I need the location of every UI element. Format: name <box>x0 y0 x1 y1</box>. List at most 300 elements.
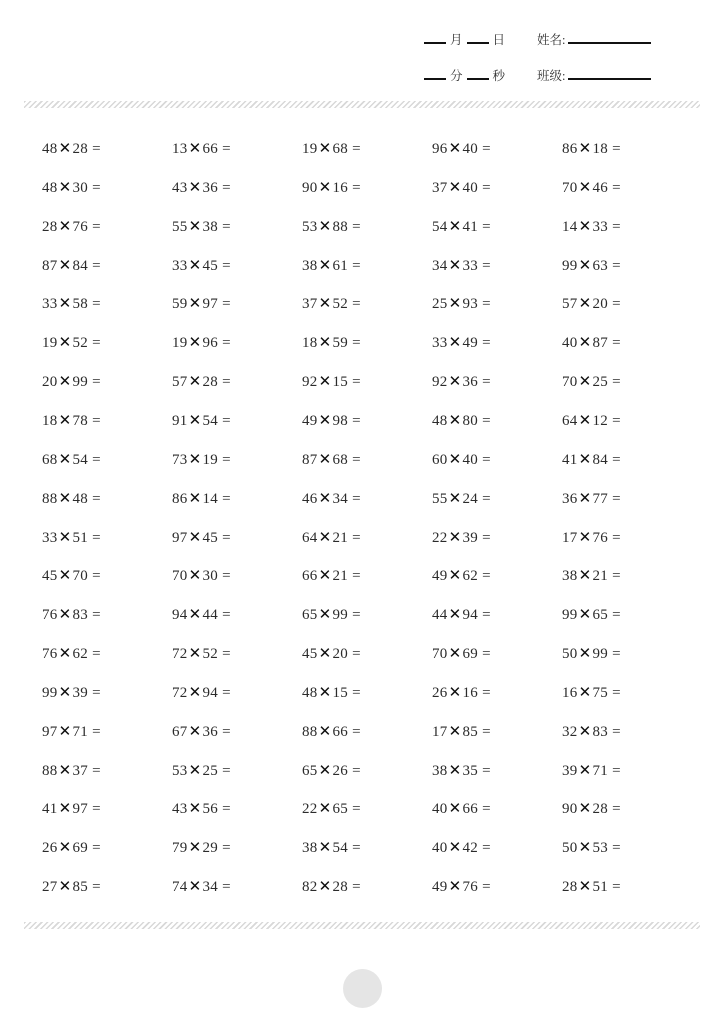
times-icon: ✕ <box>448 682 462 701</box>
operand-a: 72 <box>172 684 188 701</box>
equals-sign: = <box>482 179 491 196</box>
times-icon: ✕ <box>318 410 332 429</box>
times-icon: ✕ <box>58 139 72 157</box>
operand-a: 19 <box>172 335 188 352</box>
multiplication-problem <box>432 832 491 863</box>
times-icon: ✕ <box>578 216 592 235</box>
equals-sign: = <box>482 529 491 546</box>
operand-b: 70 <box>72 568 89 585</box>
operand-a: 13 <box>172 141 188 157</box>
operand-a: 16 <box>562 684 578 701</box>
multiplication-problem <box>42 793 101 824</box>
operand-b: 97 <box>72 801 89 818</box>
equals-sign: = <box>352 762 361 779</box>
equals-sign: = <box>92 412 101 429</box>
problem-row <box>42 522 702 552</box>
multiplication-problem <box>562 133 621 164</box>
operand-b: 41 <box>462 218 479 235</box>
operand-b: 59 <box>332 335 349 352</box>
times-icon: ✕ <box>58 333 72 352</box>
equals-sign: = <box>352 374 361 391</box>
equals-sign: = <box>482 490 491 507</box>
equals-sign: = <box>612 257 621 274</box>
multiplication-problem <box>302 522 361 553</box>
equals-sign: = <box>92 141 101 157</box>
operand-a: 70 <box>432 646 448 663</box>
equals-sign: = <box>352 801 361 818</box>
operand-b: 25 <box>592 374 609 391</box>
equals-sign: = <box>612 529 621 546</box>
operand-b: 78 <box>72 412 89 429</box>
times-icon: ✕ <box>318 644 332 663</box>
operand-b: 16 <box>332 179 349 196</box>
equals-sign: = <box>482 257 491 274</box>
equals-sign: = <box>92 451 101 468</box>
operand-b: 28 <box>332 879 349 896</box>
multiplication-problem <box>302 133 361 164</box>
multiplication-problem <box>172 133 231 164</box>
times-icon: ✕ <box>448 566 462 585</box>
equals-sign: = <box>352 840 361 857</box>
times-icon: ✕ <box>318 294 332 313</box>
operand-a: 70 <box>562 179 578 196</box>
equals-sign: = <box>352 490 361 507</box>
operand-b: 99 <box>332 607 349 624</box>
operand-a: 97 <box>172 529 188 546</box>
operand-a: 55 <box>432 490 448 507</box>
problem-row <box>42 444 702 474</box>
problem-row <box>42 793 702 823</box>
operand-b: 83 <box>592 723 609 740</box>
operand-b: 21 <box>332 529 349 546</box>
operand-b: 54 <box>202 412 219 429</box>
operand-b: 36 <box>462 374 479 391</box>
multiplication-problem <box>42 250 101 281</box>
equals-sign: = <box>482 141 491 157</box>
times-icon: ✕ <box>578 838 592 857</box>
multiplication-problem <box>432 172 491 203</box>
times-icon: ✕ <box>318 721 332 740</box>
equals-sign: = <box>612 374 621 391</box>
operand-b: 12 <box>592 412 609 429</box>
times-icon: ✕ <box>58 294 72 313</box>
equals-sign: = <box>612 179 621 196</box>
operand-b: 40 <box>462 141 479 157</box>
operand-a: 38 <box>302 840 318 857</box>
problem-row <box>42 560 702 590</box>
operand-a: 64 <box>562 412 578 429</box>
day-blank[interactable] <box>467 42 489 44</box>
operand-b: 20 <box>332 646 349 663</box>
multiplication-problem <box>562 483 621 514</box>
operand-b: 52 <box>332 296 349 313</box>
equals-sign: = <box>222 296 231 313</box>
operand-a: 53 <box>302 218 318 235</box>
operand-a: 28 <box>562 879 578 896</box>
operand-b: 68 <box>332 141 349 157</box>
equals-sign: = <box>352 335 361 352</box>
times-icon: ✕ <box>578 410 592 429</box>
operand-a: 88 <box>42 762 58 779</box>
operand-a: 46 <box>302 490 318 507</box>
equals-sign: = <box>352 646 361 663</box>
times-icon: ✕ <box>448 605 462 624</box>
operand-b: 14 <box>202 490 219 507</box>
times-icon: ✕ <box>448 721 462 740</box>
multiplication-problem <box>172 327 231 358</box>
operand-b: 44 <box>202 607 219 624</box>
problem-row <box>42 677 702 707</box>
equals-sign: = <box>612 335 621 352</box>
multiplication-problem <box>432 405 491 436</box>
times-icon: ✕ <box>188 838 202 857</box>
times-icon: ✕ <box>318 139 332 157</box>
operand-b: 33 <box>462 257 479 274</box>
times-icon: ✕ <box>578 372 592 391</box>
multiplication-problem <box>432 638 491 669</box>
operand-b: 66 <box>332 723 349 740</box>
times-icon: ✕ <box>58 566 72 585</box>
bottom-hatched-divider <box>24 922 700 929</box>
multiplication-problem <box>302 405 361 436</box>
operand-a: 99 <box>562 607 578 624</box>
operand-b: 99 <box>72 374 89 391</box>
operand-a: 17 <box>562 529 578 546</box>
multiplication-problem <box>302 599 361 630</box>
problem-row <box>42 871 702 901</box>
name-blank[interactable] <box>568 42 651 44</box>
multiplication-problem <box>432 327 491 358</box>
times-icon: ✕ <box>578 527 592 546</box>
equals-sign: = <box>482 607 491 624</box>
operand-b: 96 <box>202 335 219 352</box>
operand-a: 76 <box>42 646 58 663</box>
multiplication-problem <box>42 638 101 669</box>
multiplication-problem <box>432 793 491 824</box>
times-icon: ✕ <box>578 488 592 507</box>
operand-a: 99 <box>562 257 578 274</box>
operand-b: 88 <box>332 218 349 235</box>
times-icon: ✕ <box>188 877 202 896</box>
equals-sign: = <box>222 879 231 896</box>
multiplication-problem <box>302 755 361 786</box>
operand-a: 86 <box>562 141 578 157</box>
multiplication-problem <box>42 172 101 203</box>
operand-a: 99 <box>42 684 58 701</box>
problem-row <box>42 755 702 785</box>
equals-sign: = <box>612 646 621 663</box>
operand-b: 84 <box>592 451 609 468</box>
times-icon: ✕ <box>448 333 462 352</box>
times-icon: ✕ <box>58 449 72 468</box>
multiplication-problem <box>42 560 101 591</box>
operand-a: 72 <box>172 646 188 663</box>
equals-sign: = <box>612 412 621 429</box>
equals-sign: = <box>92 879 101 896</box>
class-field <box>537 66 651 84</box>
multiplication-problem <box>562 793 621 824</box>
equals-sign: = <box>352 257 361 274</box>
operand-a: 76 <box>42 607 58 624</box>
equals-sign: = <box>222 490 231 507</box>
equals-sign: = <box>222 412 231 429</box>
operand-a: 91 <box>172 412 188 429</box>
operand-a: 38 <box>432 762 448 779</box>
multiplication-problem <box>42 211 101 242</box>
operand-b: 46 <box>592 179 609 196</box>
second-blank[interactable] <box>467 78 489 80</box>
operand-b: 93 <box>462 296 479 313</box>
operand-a: 49 <box>432 568 448 585</box>
problem-row <box>42 288 702 318</box>
operand-b: 94 <box>202 684 219 701</box>
times-icon: ✕ <box>58 682 72 701</box>
operand-b: 26 <box>332 762 349 779</box>
equals-sign: = <box>612 607 621 624</box>
time-fields <box>424 66 509 84</box>
operand-b: 71 <box>72 723 89 740</box>
operand-b: 48 <box>72 490 89 507</box>
times-icon: ✕ <box>58 410 72 429</box>
operand-b: 24 <box>462 490 479 507</box>
equals-sign: = <box>612 801 621 818</box>
equals-sign: = <box>222 762 231 779</box>
multiplication-problem <box>42 133 101 164</box>
operand-a: 22 <box>432 529 448 546</box>
operand-a: 94 <box>172 607 188 624</box>
equals-sign: = <box>612 568 621 585</box>
operand-b: 40 <box>462 179 479 196</box>
times-icon: ✕ <box>448 760 462 779</box>
equals-sign: = <box>92 568 101 585</box>
operand-b: 35 <box>462 762 479 779</box>
times-icon: ✕ <box>448 799 462 818</box>
operand-b: 83 <box>72 607 89 624</box>
operand-a: 55 <box>172 218 188 235</box>
operand-a: 74 <box>172 879 188 896</box>
times-icon: ✕ <box>578 294 592 313</box>
problem-row <box>42 405 702 435</box>
multiplication-problem <box>302 832 361 863</box>
times-icon: ✕ <box>578 760 592 779</box>
equals-sign: = <box>612 141 621 157</box>
multiplication-problem <box>432 677 491 708</box>
times-icon: ✕ <box>448 877 462 896</box>
operand-b: 29 <box>202 840 219 857</box>
times-icon: ✕ <box>188 216 202 235</box>
operand-b: 28 <box>72 141 89 157</box>
times-icon: ✕ <box>318 449 332 468</box>
equals-sign: = <box>612 296 621 313</box>
operand-b: 76 <box>592 529 609 546</box>
multiplication-problem <box>432 211 491 242</box>
equals-sign: = <box>222 840 231 857</box>
operand-b: 66 <box>202 141 219 157</box>
equals-sign: = <box>92 335 101 352</box>
operand-b: 54 <box>332 840 349 857</box>
multiplication-problem <box>302 250 361 281</box>
multiplication-problem <box>42 716 101 747</box>
times-icon: ✕ <box>58 372 72 391</box>
operand-a: 48 <box>432 412 448 429</box>
operand-b: 69 <box>72 840 89 857</box>
operand-b: 34 <box>332 490 349 507</box>
multiplication-problem <box>172 677 231 708</box>
name-field <box>537 30 651 48</box>
multiplication-problem <box>172 211 231 242</box>
equals-sign: = <box>222 607 231 624</box>
equals-sign: = <box>482 801 491 818</box>
multiplication-problem <box>42 483 101 514</box>
operand-b: 36 <box>202 723 219 740</box>
multiplication-problem <box>172 638 231 669</box>
operand-a: 48 <box>302 684 318 701</box>
operand-b: 33 <box>592 218 609 235</box>
times-icon: ✕ <box>318 177 332 196</box>
problem-row <box>42 716 702 746</box>
times-icon: ✕ <box>318 333 332 352</box>
equals-sign: = <box>482 879 491 896</box>
times-icon: ✕ <box>448 527 462 546</box>
times-icon: ✕ <box>188 644 202 663</box>
operand-b: 65 <box>592 607 609 624</box>
multiplication-problem <box>42 327 101 358</box>
operand-b: 18 <box>592 141 609 157</box>
operand-a: 92 <box>302 374 318 391</box>
month-blank[interactable] <box>424 42 446 44</box>
equals-sign: = <box>352 296 361 313</box>
times-icon: ✕ <box>578 721 592 740</box>
operand-a: 48 <box>42 179 58 196</box>
month-label: 月 <box>450 33 463 47</box>
operand-a: 70 <box>562 374 578 391</box>
class-blank[interactable] <box>568 78 651 80</box>
operand-a: 41 <box>42 801 58 818</box>
problem-row <box>42 483 702 513</box>
problem-row <box>42 172 702 202</box>
operand-a: 49 <box>302 412 318 429</box>
operand-b: 56 <box>202 801 219 818</box>
times-icon: ✕ <box>448 449 462 468</box>
times-icon: ✕ <box>448 838 462 857</box>
equals-sign: = <box>222 801 231 818</box>
multiplication-problem <box>302 366 361 397</box>
equals-sign: = <box>612 684 621 701</box>
operand-b: 85 <box>462 723 479 740</box>
times-icon: ✕ <box>188 333 202 352</box>
operand-a: 49 <box>432 879 448 896</box>
operand-a: 96 <box>432 141 448 157</box>
operand-b: 85 <box>72 879 89 896</box>
equals-sign: = <box>92 296 101 313</box>
multiplication-problem <box>42 522 101 553</box>
operand-a: 36 <box>562 490 578 507</box>
multiplication-problem <box>302 560 361 591</box>
times-icon: ✕ <box>58 605 72 624</box>
times-icon: ✕ <box>578 877 592 896</box>
equals-sign: = <box>352 723 361 740</box>
times-icon: ✕ <box>448 488 462 507</box>
times-icon: ✕ <box>578 566 592 585</box>
equals-sign: = <box>482 840 491 857</box>
multiplication-problem <box>432 444 491 475</box>
operand-b: 16 <box>462 684 479 701</box>
equals-sign: = <box>482 646 491 663</box>
multiplication-problem <box>562 172 621 203</box>
equals-sign: = <box>92 840 101 857</box>
operand-b: 94 <box>462 607 479 624</box>
operand-b: 21 <box>592 568 609 585</box>
times-icon: ✕ <box>318 838 332 857</box>
multiplication-problem <box>42 871 101 902</box>
equals-sign: = <box>352 684 361 701</box>
operand-a: 60 <box>432 451 448 468</box>
equals-sign: = <box>222 451 231 468</box>
equals-sign: = <box>352 412 361 429</box>
operand-b: 99 <box>592 646 609 663</box>
operand-b: 40 <box>462 451 479 468</box>
equals-sign: = <box>482 335 491 352</box>
operand-a: 20 <box>42 374 58 391</box>
multiplication-problem <box>42 677 101 708</box>
operand-a: 90 <box>302 179 318 196</box>
equals-sign: = <box>222 374 231 391</box>
equals-sign: = <box>222 646 231 663</box>
multiplication-problem <box>172 444 231 475</box>
problem-row <box>42 327 702 357</box>
equals-sign: = <box>352 179 361 196</box>
operand-b: 28 <box>202 374 219 391</box>
date-fields <box>424 30 509 48</box>
times-icon: ✕ <box>448 216 462 235</box>
equals-sign: = <box>92 179 101 196</box>
equals-sign: = <box>352 529 361 546</box>
times-icon: ✕ <box>188 760 202 779</box>
times-icon: ✕ <box>318 605 332 624</box>
multiplication-problem <box>172 871 231 902</box>
operand-b: 87 <box>592 335 609 352</box>
equals-sign: = <box>482 723 491 740</box>
times-icon: ✕ <box>448 177 462 196</box>
operand-a: 22 <box>302 801 318 818</box>
multiplication-problem <box>432 599 491 630</box>
multiplication-problem <box>172 366 231 397</box>
multiplication-problem <box>432 522 491 553</box>
equals-sign: = <box>92 257 101 274</box>
multiplication-problem <box>562 755 621 786</box>
equals-sign: = <box>222 568 231 585</box>
equals-sign: = <box>92 218 101 235</box>
operand-b: 36 <box>202 179 219 196</box>
times-icon: ✕ <box>448 372 462 391</box>
multiplication-problem <box>172 288 231 319</box>
operand-b: 15 <box>332 684 349 701</box>
worksheet-header <box>0 0 724 95</box>
operand-b: 76 <box>462 879 479 896</box>
multiplication-problem <box>302 793 361 824</box>
multiplication-problem <box>172 250 231 281</box>
equals-sign: = <box>482 218 491 235</box>
operand-a: 50 <box>562 840 578 857</box>
multiplication-problem <box>562 716 621 747</box>
times-icon: ✕ <box>578 449 592 468</box>
multiplication-problem <box>562 638 621 669</box>
operand-a: 88 <box>42 490 58 507</box>
operand-b: 58 <box>72 296 89 313</box>
operand-a: 65 <box>302 607 318 624</box>
operand-a: 17 <box>432 723 448 740</box>
minute-blank[interactable] <box>424 78 446 80</box>
